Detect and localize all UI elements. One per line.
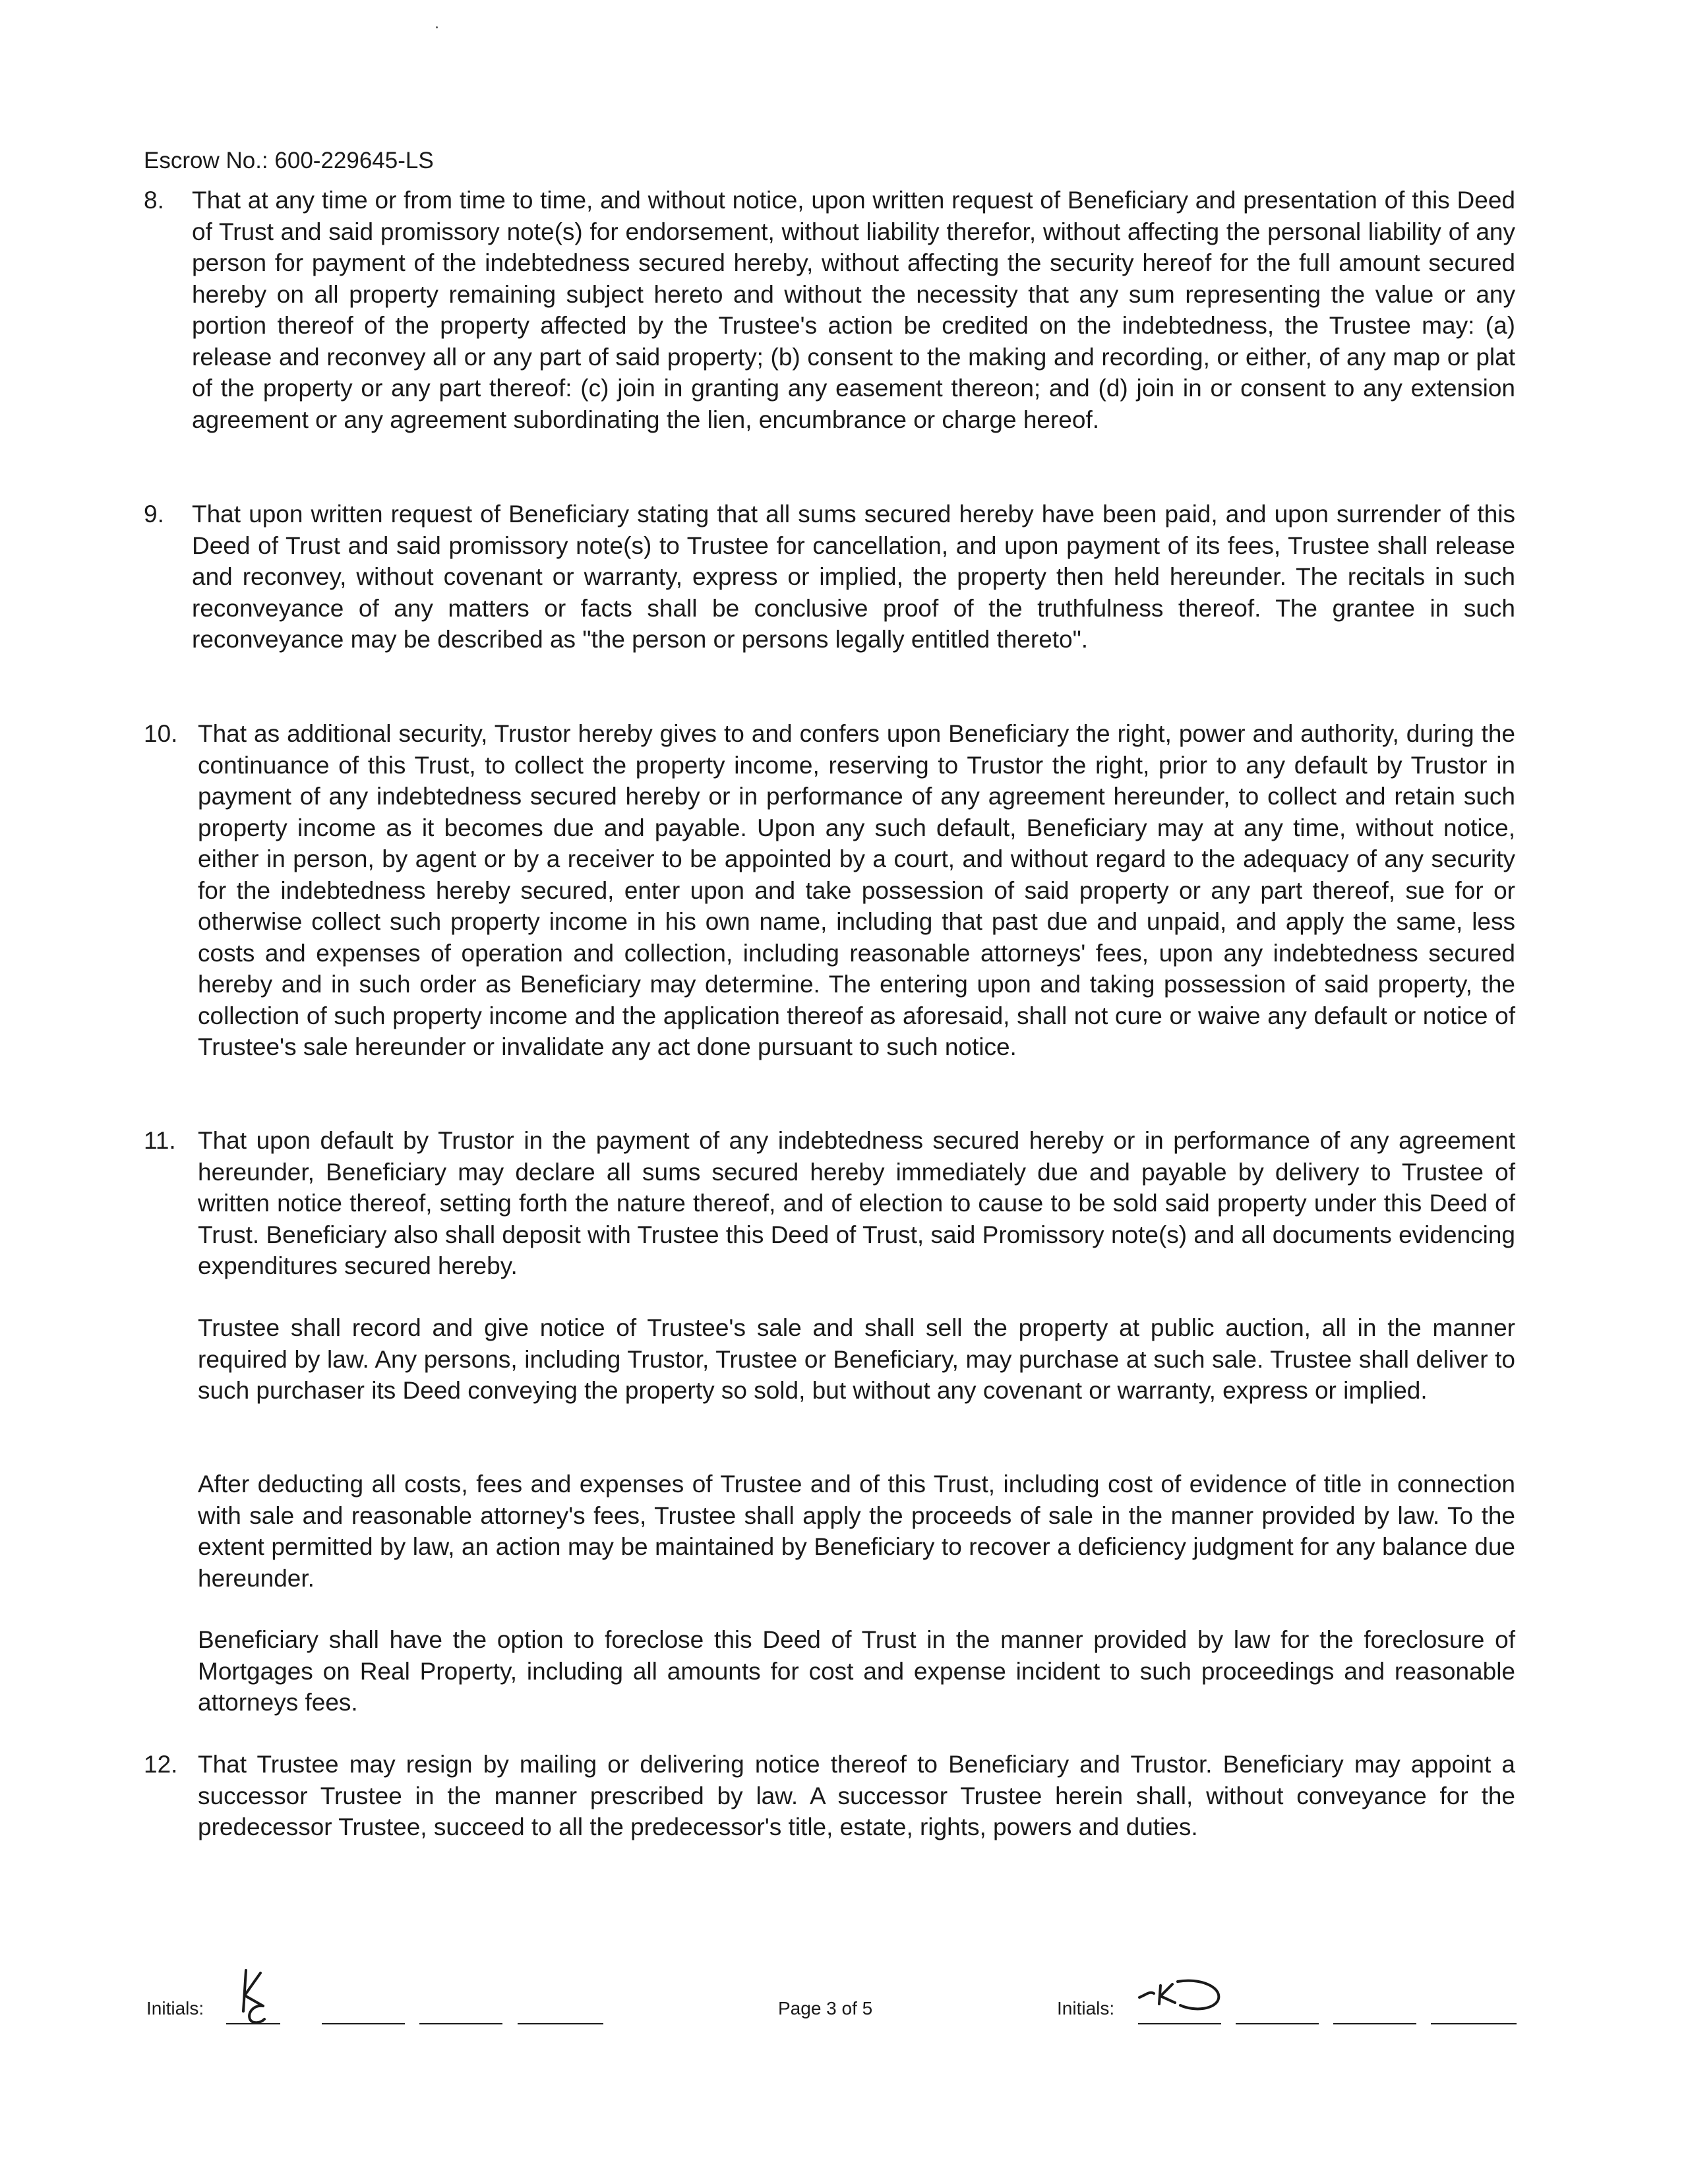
escrow-number: 600-229645-LS (274, 148, 434, 173)
handwritten-initials-right (1134, 1975, 1246, 2024)
initials-blank-left-3 (419, 2023, 502, 2024)
section-number: 9. (144, 501, 164, 528)
section-11 (144, 1125, 1515, 1282)
initials-blank-right-3 (1333, 2023, 1416, 2024)
section-text: That upon written request of Beneficiary stating that all sums secured hereby have been paid, and upon surrender of this Deed of Trust and said promissory note(s) to Trustee for cancellation, and upon payment of its fees, Trustee shall release and reconvey, without covenant or warranty, express or implied, the property then held hereunder. The recitals in such reconveyance of any matters or facts shall be conclusive proof of the truthfulness thereof. The grantee in such reconveyance may be described as "the person or persons legally entitled thereto". (192, 501, 1515, 653)
initials-blank-left-4 (518, 2023, 603, 2024)
section-number: 12. (144, 1751, 178, 1778)
section-text: That at any time or from time to time, and without notice, upon written request of Beneficiary and presentation of this Deed of Trust and said promissory note(s) for endorsement, without liability therefor, without affecting the personal liability of any person for payment of the indebtedness secured hereby, without affecting the security hereof for the full amount secured hereby on all property remaining subject hereto and without the necessity that any sum representing the value or any portion thereof of the property affected by the Trustee's action be credited on the indebtedness, the Trustee may: (a) release and reconvey all or any part of said property; (b) consent to the making and recording, or either, of any map or plat of the property or any part thereof: (c) join in granting any easement thereon; and (d) join in or consent to any extension agreement or any agreement subordinating the lien, encumbrance or charge hereof. (192, 187, 1515, 433)
section-10 (144, 718, 1515, 1063)
initials-blank-left-2 (322, 2023, 405, 2024)
page-number: Page 3 of 5 (778, 1998, 873, 2018)
section-9 (144, 499, 1515, 655)
initials-blank-right-4 (1431, 2023, 1517, 2024)
section-11-paragraph-foreclosure: Beneficiary shall have the option to foreclose this Deed of Trust in the manner provided by law for the foreclosure of Mortgages on Real Property, including all amounts for cost and expense incident to such proceedings and reasonable attorneys fees. (198, 1626, 1515, 1716)
escrow-label: Escrow No.: (144, 148, 268, 173)
section-number: 8. (144, 187, 164, 214)
handwritten-initials-left (234, 1965, 293, 2031)
section-11-paragraph-trustee-sale: Trustee shall record and give notice of Trustee's sale and shall sell the property at public auction, all in the manner required by law. Any persons, including Trustor, Trustee or Beneficiary, may purchase at such sale. Trustee shall deliver to such purchaser its Deed conveying the property so sold, but without any covenant or warranty, express or implied. (198, 1314, 1515, 1404)
section-12 (144, 1749, 1515, 1843)
section-11-paragraph-proceeds: After deducting all costs, fees and expenses of Trustee and of this Trust, including cost of evidence of title in connection with sale and reasonable attorney's fees, Trustee shall apply the proceeds of sale in the manner provided by law. To the extent permitted by law, an action may be maintained by Beneficiary to recover a deficiency judgment for any balance due hereunder. (198, 1471, 1515, 1592)
section-text: That as additional security, Trustor hereby gives to and confers upon Beneficiary the right, power and authority, during the continuance of this Trust, to collect the property income, reserving to Trustor the right, prior to any default by Trustor in payment of any indebtedness secured hereby or in performance of any agreement hereunder, to collect and retain such property income as it becomes due and payable. Upon any such default, Beneficiary may at any time, without notice, either in person, by agent or by a receiver to be appointed by a court, and without regard to the adequacy of any security for the indebtedness hereby secured, enter upon and take possession of said property or any part thereof, sue for or otherwise collect such property income in his own name, including that past due and unpaid, and apply the same, less costs and expenses of operation and collection, including reasonable attorneys' fees, upon any indebtedness secured hereby and in such order as Beneficiary may determine. The entering upon and taking possession of said property, the collection of such property income and the application thereof as aforesaid, shall not cure or waive any default or notice of Trustee's sale hereunder or invalidate any act done pursuant to such notice. (198, 720, 1515, 1060)
section-text: That upon default by Trustor in the payment of any indebtedness secured hereby or in performance of any agreement hereunder, Beneficiary may declare all sums secured hereby immediately due and payable by delivery to Trustee of written notice thereof, setting forth the nature thereof, and of election to cause to be sold said property under this Deed of Trust. Beneficiary also shall deposit with Trustee this Deed of Trust, said Promissory note(s) and all documents evidencing expenditures secured hereby. (198, 1127, 1515, 1279)
initials-blank-right-2 (1236, 2023, 1319, 2024)
section-8 (144, 185, 1515, 435)
section-number: 11. (144, 1127, 176, 1154)
section-number: 10. (144, 720, 178, 747)
escrow-line (144, 146, 434, 175)
scan-speck (436, 26, 438, 28)
initials-right-label: Initials: (1057, 1998, 1115, 2018)
initials-left-label: Initials: (146, 1998, 204, 2018)
section-text: That Trustee may resign by mailing or delivering notice thereof to Beneficiary and Trustor. Beneficiary may appoint a successor Trustee in the manner prescribed by law. A successor Trustee herein shall, without conveyance for the predecessor Trustee, succeed to all the predecessor's title, estate, rights, powers and duties. (198, 1751, 1515, 1840)
